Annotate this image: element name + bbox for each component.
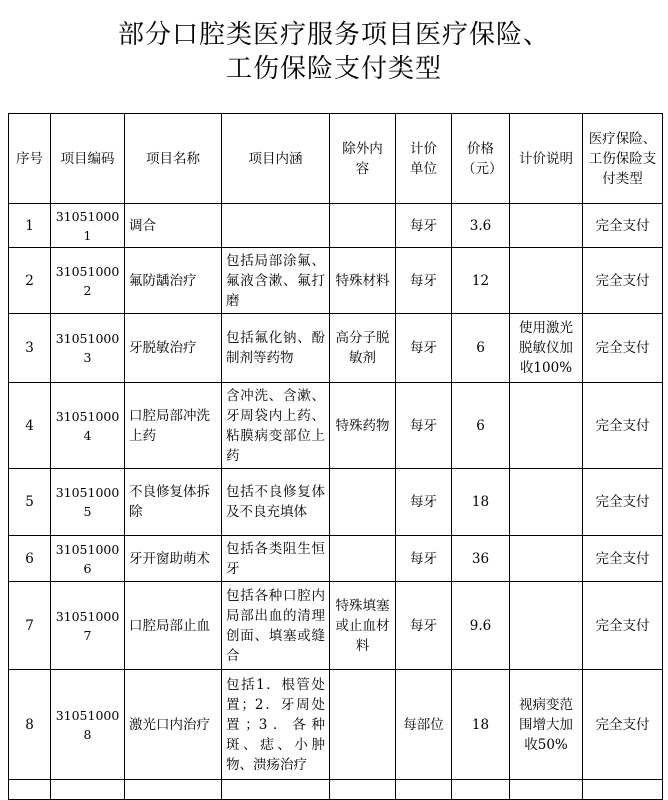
row-name: 牙脱敏治疗 [125,314,222,383]
row-price: 3.6 [452,204,510,248]
row-seq: 6 [9,536,51,582]
row-price: 9.6 [452,582,510,670]
row-note: 视病变范围增大加收50% [510,670,583,780]
row-pay: 完全支付 [583,314,663,383]
header-price: 价格（元） [452,114,510,204]
row-name: 激光口内治疗 [125,670,222,780]
row-code: 310510006 [51,536,125,582]
row-code: 310510003 [51,314,125,383]
row-note: 使用激光脱敏仪加收100% [510,314,583,383]
row-price: 6 [452,383,510,469]
row-exclude [330,204,396,248]
row-content: 包括局部涂氟、氟液含漱、氟打磨 [222,248,330,314]
row-price: 12 [452,248,510,314]
row-unit: 每牙 [396,469,452,536]
row-code: 310510005 [51,469,125,536]
row-seq: 2 [9,248,51,314]
row-content: 包括各类阻生恒牙 [222,536,330,582]
document-title [0,18,668,86]
header-exclude: 除外内容 [330,114,396,204]
row-pay: 完全支付 [583,383,663,469]
table-row [9,469,663,536]
row-pay: 完全支付 [583,248,663,314]
row-pay: 完全支付 [583,204,663,248]
table-row [9,582,663,670]
row-note [510,204,583,248]
fee-table [8,113,663,800]
row-price: 18 [452,670,510,780]
row-price: 6 [452,314,510,383]
row-exclude [330,469,396,536]
row-exclude: 高分子脱敏剂 [330,314,396,383]
row-seq: 8 [9,670,51,780]
header-unit: 计价单位 [396,114,452,204]
row-exclude: 特殊药物 [330,383,396,469]
row-seq: 5 [9,469,51,536]
row-content: 包括氟化钠、酚制剂等药物 [222,314,330,383]
row-code: 310510004 [51,383,125,469]
table-row [9,314,663,383]
row-content: 包括1．根管处置；2．牙周处置；3．各种斑、痣、小肿物、溃疡治疗 [222,670,330,780]
row-seq: 3 [9,314,51,383]
table-row-partial [9,780,663,800]
row-note [510,469,583,536]
header-code: 项目编码 [51,114,125,204]
row-seq: 1 [9,204,51,248]
row-seq: 7 [9,582,51,670]
header-note: 计价说明 [510,114,583,204]
row-content: 包括各种口腔内局部出血的清理创面、填塞或缝合 [222,582,330,670]
row-code: 310510008 [51,670,125,780]
row-price: 36 [452,536,510,582]
title-line-2: 工伤保险支付类型 [225,54,442,84]
row-unit: 每牙 [396,383,452,469]
row-code: 310510002 [51,248,125,314]
row-pay: 完全支付 [583,582,663,670]
row-unit: 每牙 [396,536,452,582]
table-row [9,383,663,469]
row-name: 口腔局部止血 [125,582,222,670]
header-content: 项目内涵 [222,114,330,204]
row-unit: 每牙 [396,248,452,314]
row-name: 不良修复体拆除 [125,469,222,536]
row-note [510,582,583,670]
row-name: 氟防龋治疗 [125,248,222,314]
row-note [510,248,583,314]
table-row [9,536,663,582]
row-note [510,536,583,582]
row-code: 310510001 [51,204,125,248]
row-name: 牙开窗助萌术 [125,536,222,582]
row-content: 含冲洗、含漱、牙周袋内上药、粘膜病变部位上药 [222,383,330,469]
row-exclude [330,536,396,582]
title-line-1: 部分口腔类医疗服务项目医疗保险、 [117,20,550,50]
row-pay: 完全支付 [583,469,663,536]
row-name: 调合 [125,204,222,248]
row-price: 18 [452,469,510,536]
row-unit: 每部位 [396,670,452,780]
table-row [9,204,663,248]
header-name: 项目名称 [125,114,222,204]
row-pay: 完全支付 [583,536,663,582]
header-pay-type: 医疗保险、工伤保险支付类型 [583,114,663,204]
table-row [9,248,663,314]
row-unit: 每牙 [396,314,452,383]
row-code: 310510007 [51,582,125,670]
row-name: 口腔局部冲洗上药 [125,383,222,469]
row-content: 包括不良修复体及不良充填体 [222,469,330,536]
table-row [9,670,663,780]
row-unit: 每牙 [396,204,452,248]
row-pay: 完全支付 [583,670,663,780]
row-exclude: 特殊填塞或止血材料 [330,582,396,670]
row-note [510,383,583,469]
row-seq: 4 [9,383,51,469]
row-exclude: 特殊材料 [330,248,396,314]
header-seq: 序号 [9,114,51,204]
row-unit: 每牙 [396,582,452,670]
row-content [222,204,330,248]
row-exclude [330,670,396,780]
header-row [9,114,663,204]
